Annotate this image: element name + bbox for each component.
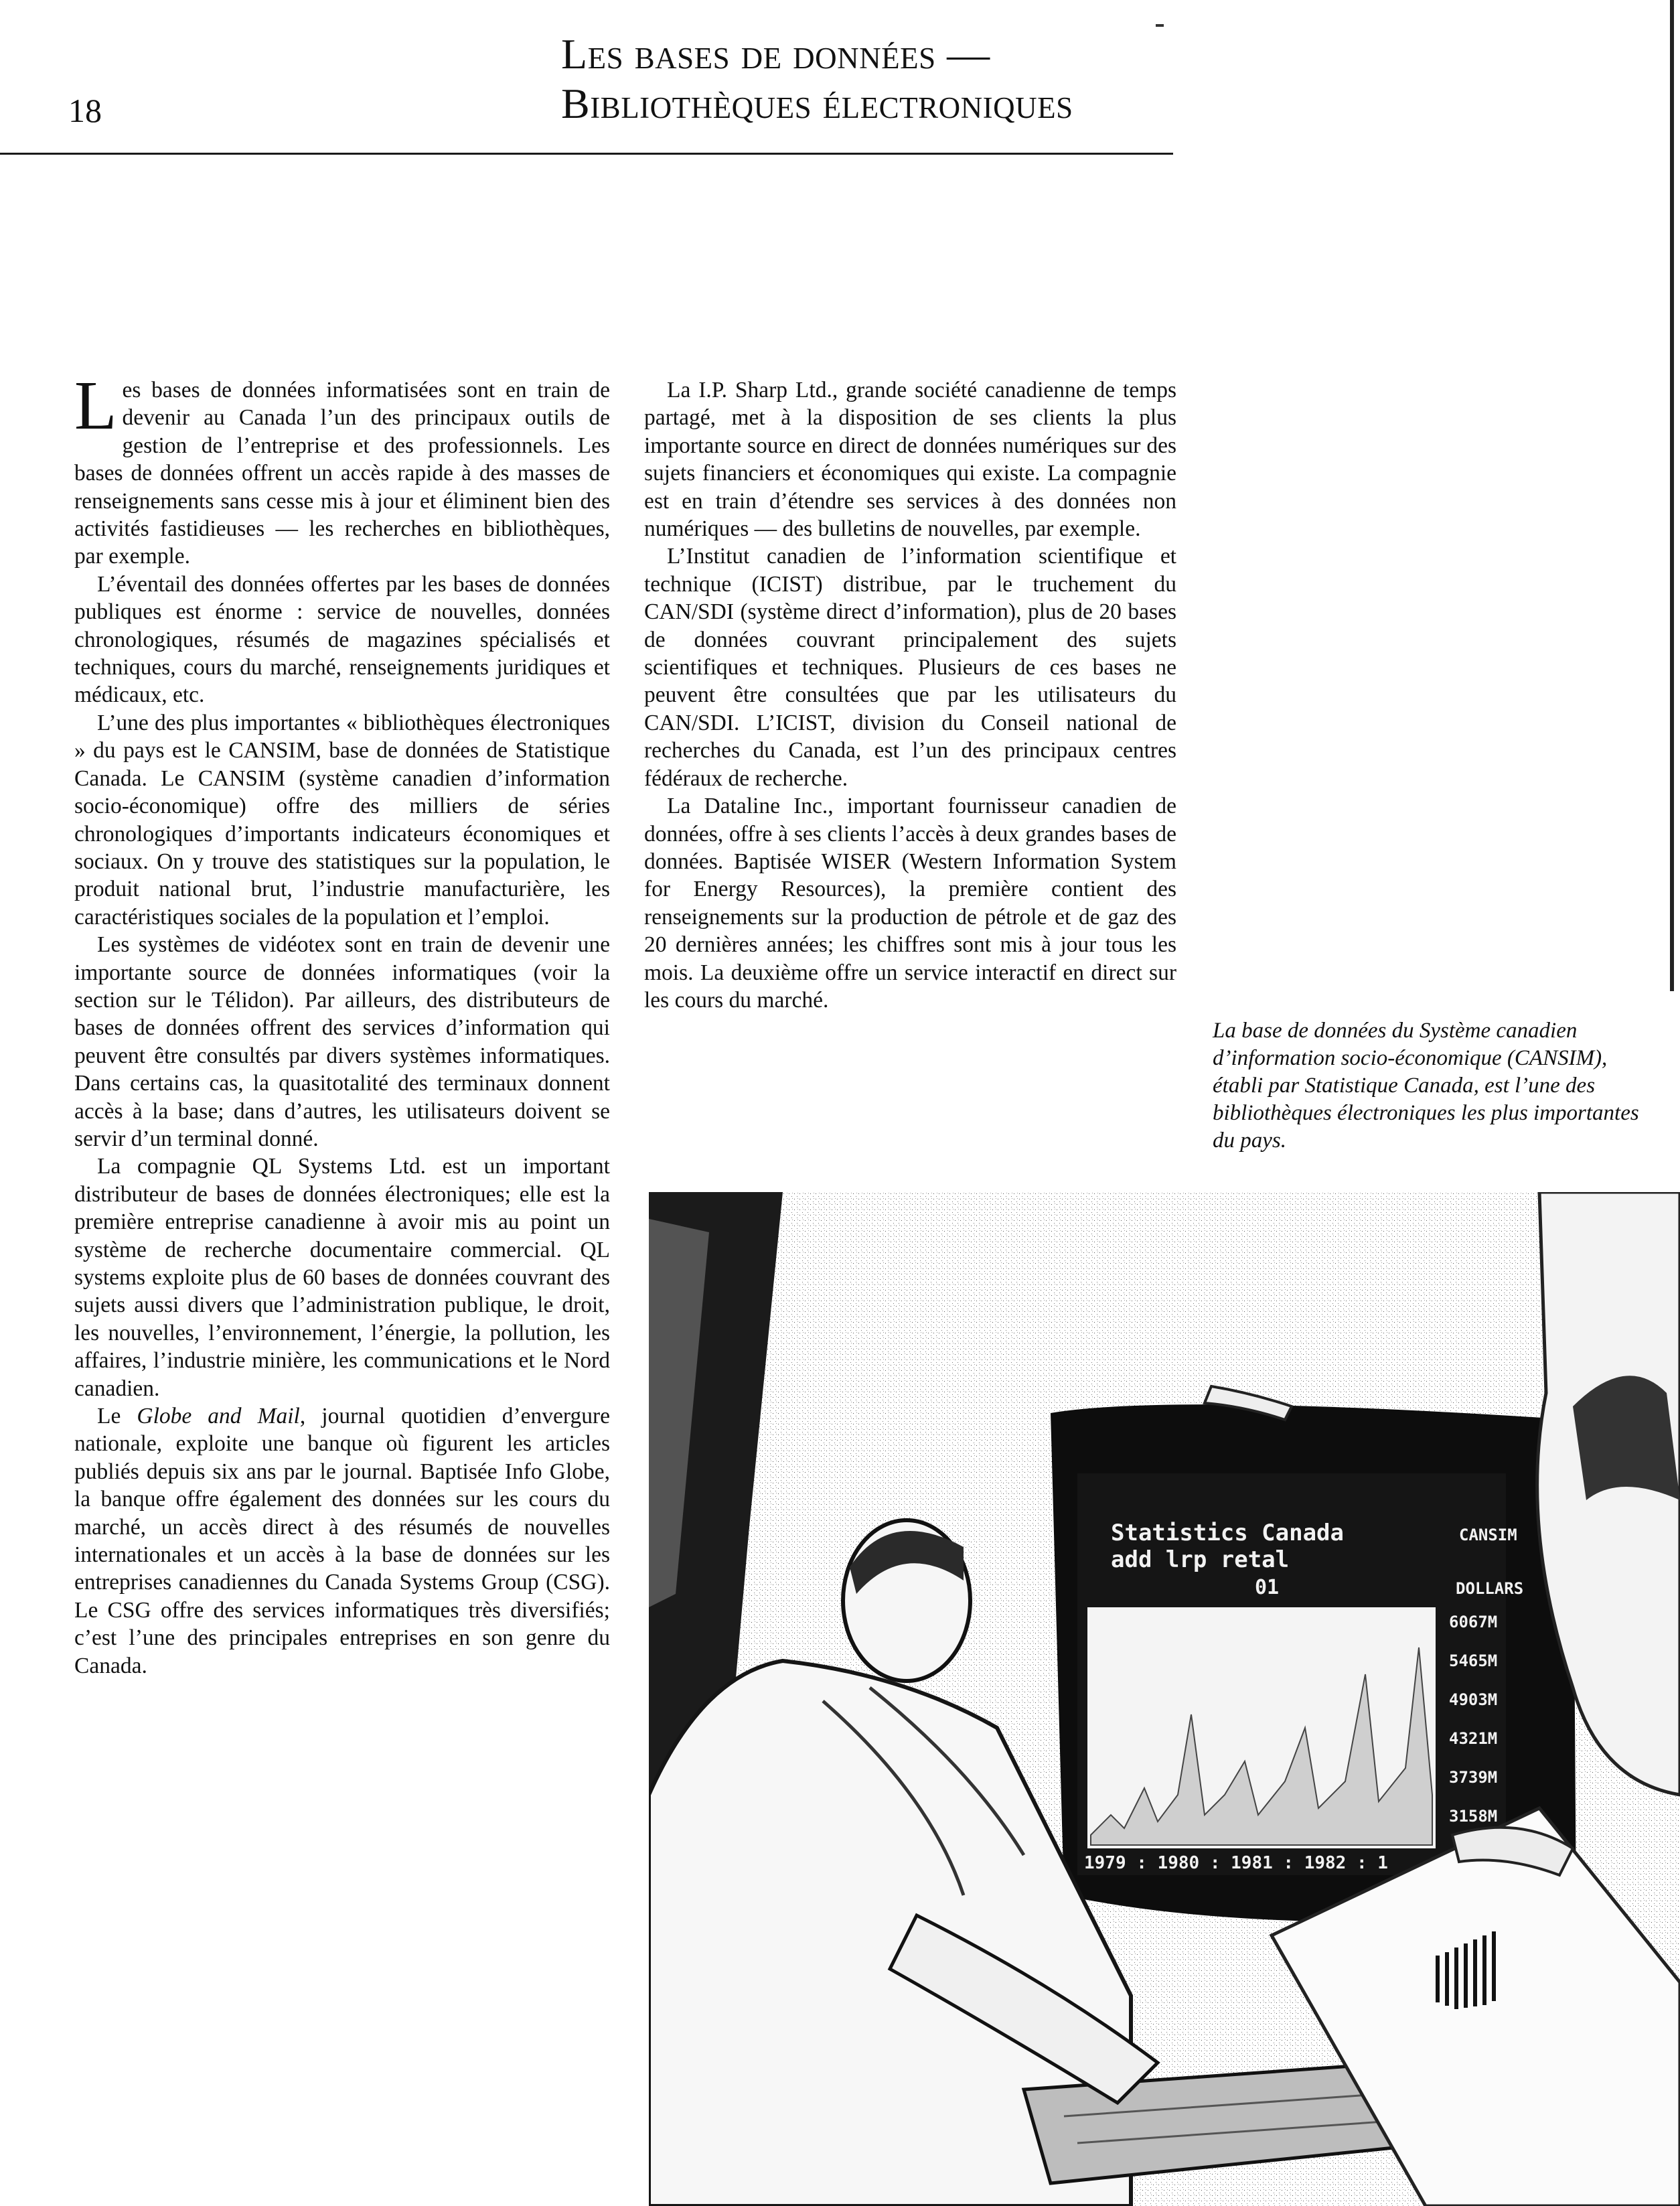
page-title [561, 29, 1191, 129]
paragraph-range: L’éventail des données offertes par les bases de données publiques est énorme : service de nouvelles, données chronologiques, résumés de magazines spécialisés et techniques, cours du marché, renseignements juridiques et médicaux, etc. [74, 571, 610, 708]
screen-number: 01 [1255, 1576, 1280, 1599]
screen-title-2: add lrp retal [1111, 1546, 1290, 1573]
scale-value: 4321M [1449, 1729, 1498, 1748]
scale-value: 5465M [1449, 1651, 1498, 1670]
page-number: 18 [68, 92, 102, 129]
year-axis: 1979 : 1980 : 1981 : 1982 : 1 [1084, 1853, 1388, 1873]
paragraph-dataline: La Dataline Inc., important fournisseur canadien de données, offre à ses clients l’accès à deux grandes bases de données. Baptisée WISER (Western Information System for Energy Resources), la première contient des renseignements sur la production de pétrole et de gaz des 20 dernières années; les chiffres sont mis à jour tous les mois. La deuxième offre un service interactif en direct sur les cours du marché. [644, 794, 1176, 1013]
paragraph-intro-text: es bases de données informatisées sont en train de devenir au Canada l’un des principaux outils de gestion de l’entreprise et des professionnels. Les bases de données offrent un accès rapide à des masses de renseignements sans cesse mis à jour et éliminent bien des activités fastidieuses — les recherches en bibliothèques, par exemple. [74, 378, 610, 569]
screen-tag: CANSIM [1459, 1526, 1517, 1544]
page-edge-line [1670, 0, 1674, 991]
screen-title-1: Statistics Canada [1111, 1520, 1344, 1546]
scale-value: 6067M [1449, 1613, 1498, 1631]
drop-cap: L [74, 367, 117, 444]
paragraph-globe-and-mail: Le Globe and Mail, journal quotidien d’envergure nationale, exploite une banque où figurent les articles publiés depuis six ans par le journal. Baptisée Info Globe, la banque offre également des données sur les cours du marché, un accès direct à des résumés de nouvelles internationales et un accès à la base de données sur les entreprises canadiennes du Canada Systems Group (CSG). Le CSG offre des services informatiques très diversifiés; c’est l’une des principales entreprises en son genre du Canada. [74, 1404, 610, 1678]
unit-label: DOLLARS [1456, 1579, 1524, 1598]
paragraph-ql-systems: La compagnie QL Systems Ltd. est un important distributeur de bases de données électroniques; elle est la première entreprise canadienne à avoir mis au point un système de recherche documentaire commercial. QL systems exploite plus de 60 bases de données couvrant des sujets aussi divers que l’administration publique, le droit, les nouvelles, l’environnement, l’énergie, la pollution, les affaires, l’industrie minière, les communications et le Nord canadien. [74, 1154, 610, 1401]
paragraph-icist: L’Institut canadien de l’information scientifique et technique (ICIST) distribue, par le truchement du CAN/SDI (système direct d’information), plus de 20 bases de données couvrant principalement des sujets scientifiques et techniques. Plusieurs de ces bases ne peuvent être consultées que par les utilisateurs du CAN/SDI. L’ICIST, division du Conseil national de recherches du Canada, est l’un des principaux centres fédéraux de recherche. [644, 544, 1176, 791]
scale-value: 3158M [1449, 1807, 1498, 1826]
header-rule [0, 153, 1173, 155]
publication-name: Globe and Mail [137, 1404, 300, 1429]
scale-value: 4903M [1449, 1690, 1498, 1709]
paragraph-intro [74, 367, 610, 571]
paragraph-ip-sharp: La I.P. Sharp Ltd., grande société canadienne de temps partagé, met à la disposition de ses clients la plus importante source en direct de données numériques sur des sujets financiers et économiques qui existe. La compagnie est en train d’étendre ses services à des données non numériques — des bulletins de nouvelles, par exemple. [644, 378, 1176, 542]
photo-illustration [649, 1192, 1680, 2206]
scale-value: 3739M [1449, 1768, 1498, 1787]
page-title-line-1: Les bases de données — [561, 30, 990, 78]
paragraph-videotex: Les systèmes de vidéotex sont en train de devenir une importante source de données informatiques (voir la section sur le Télidon). Par ailleurs, des distributeurs de bases de données offrent des services d’information qui peuvent être consultés par divers systèmes informatiques. Dans certains cas, la quasitotalité des terminaux donnent accès à la base; dans d’autres, les utilisateurs doivent se servir d’un terminal donné. [74, 932, 610, 1151]
left-column [74, 367, 610, 1680]
middle-column [644, 376, 1176, 1014]
edge-mark [1156, 24, 1164, 27]
photo-caption: La base de données du Système canadien d’information socio-économique (CANSIM), établi par Statistique Canada, est l’une des bibliothèques électroniques les plus importantes du pays. [1213, 1019, 1639, 1153]
page-title-line-2: Bibliothèques électroniques [561, 80, 1073, 127]
paragraph-cansim: L’une des plus importantes « bibliothèques électroniques » du pays est le CANSIM, base de données de Statistique Canada. Le CANSIM (système canadien d’information socio-économique) offre des milliers de séries chronologiques d’importants indicateurs économiques et sociaux. On y trouve des statistiques sur la population, le produit national brut, l’industrie manufacturière, les caractéristiques sociales de la population et l’emploi. [74, 710, 610, 930]
photo-cansim-terminal [649, 1192, 1680, 2206]
